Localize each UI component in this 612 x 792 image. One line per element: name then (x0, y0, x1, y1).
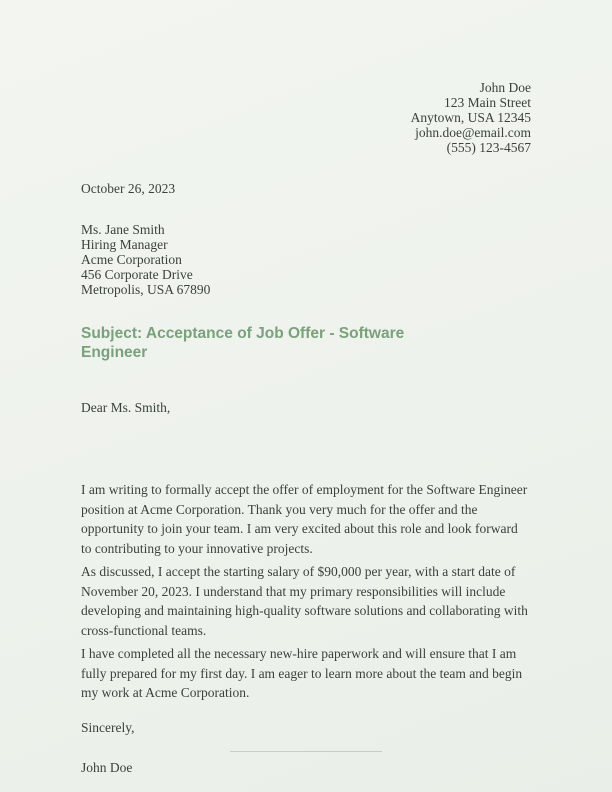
sender-street: 123 Main Street (444, 95, 531, 110)
sender-name: John Doe (479, 80, 531, 95)
sender-email: john.doe@email.com (415, 125, 531, 140)
subject-line: Subject: Acceptance of Job Offer - Software Engineer (81, 325, 405, 361)
signature-name: John Doe (81, 759, 133, 775)
body-paragraph-2: As discussed, I accept the starting salary of $90,000 per year, with a start date of November 20, 2023. I understand that my primary responsibilities will include developing and maintaining high-quality software solutions and collaborating with cross-functional teams. (81, 564, 528, 638)
body-paragraph-1: I am writing to formally accept the offer of employment for the Software Engineer position at Acme Corporation. Thank you very much for the offer and the opportunity to join your team. I am very excited about this role and look forward to contributing to your innovative projects. (81, 482, 528, 556)
recipient-name: Ms. Jane Smith (81, 222, 165, 237)
recipient-block (81, 222, 531, 297)
recipient-company: Acme Corporation (81, 252, 182, 267)
sender-city: Anytown, USA 12345 (410, 110, 531, 125)
recipient-city: Metropolis, USA 67890 (81, 282, 211, 297)
letter-date: October 26, 2023 (81, 181, 176, 196)
body-paragraph-3: I have completed all the necessary new-hire paperwork and will ensure that I am fully prepared for my first day. I am eager to learn more about the team and begin my work at Acme Corporation. (81, 646, 523, 700)
recipient-street: 456 Corporate Drive (81, 267, 193, 282)
recipient-title: Hiring Manager (81, 237, 168, 252)
sender-block (81, 80, 531, 155)
signature-line (230, 751, 382, 752)
letter-body (81, 480, 531, 703)
valediction: Sincerely, (81, 719, 135, 735)
salutation: Dear Ms. Smith, (81, 400, 171, 415)
sender-phone: (555) 123-4567 (446, 140, 531, 155)
